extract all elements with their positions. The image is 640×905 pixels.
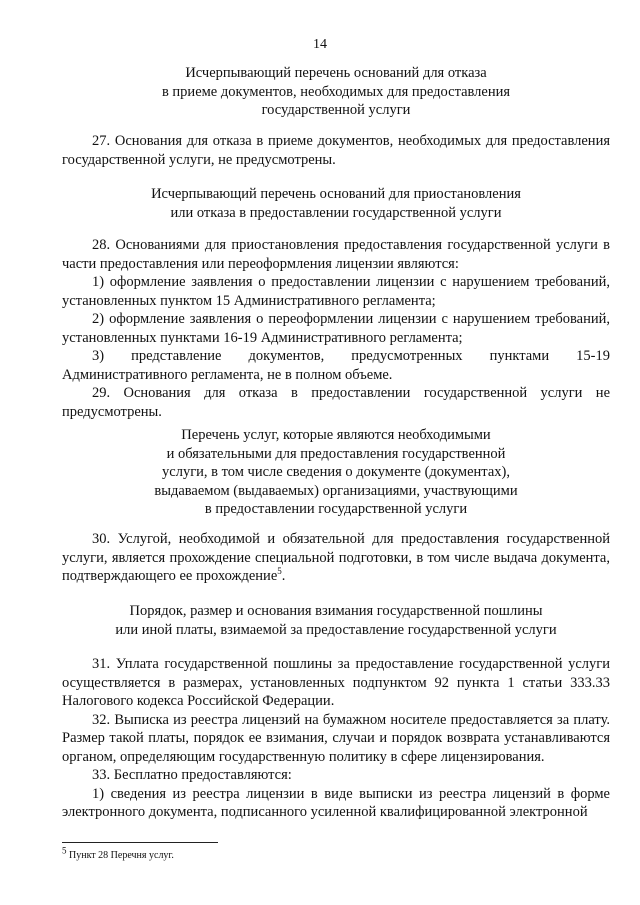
paragraph-32: 32. Выписка из реестра лицензий на бумажном носителе предоставляется за плату. Размер такой платы, порядок ее взимания, случаи и порядок возврата устанавливаются органом, определяющим государственную политику в сфере лицензирования. — [62, 711, 610, 765]
heading-state-fee: Порядок, размер и основания взимания государственной пошлины или иной платы, взимаемой за предоставление государственной услуги — [115, 603, 557, 638]
paragraph-31: 31. Уплата государственной пошлины за предоставление государственной услуги осуществляется в размерах, установленных подпунктом 92 пункта 1 статьи 333.33 Налогового кодекса Российской Федерации. — [62, 656, 610, 709]
footnote: $^5$ Пункт 28 Перечня услуг. — [62, 845, 174, 861]
heading-refusal-reception: Исчерпывающий перечень оснований для отказа в приеме документов, необходимых для предоставления государственной услуги — [161, 65, 511, 118]
footnote-divider — [62, 842, 218, 843]
footnote-ref[interactable]: 5 — [277, 566, 282, 577]
page-number: 14 — [313, 37, 327, 52]
heading-required-services: Перечень услуг, которые являются необходимыми и обязательными для предоставления государственной услуги, в том числе сведения о документе (документах), выдаваемом (выдаваемых) организациями, участвующими в предоставлении государственной услуги — [154, 427, 518, 517]
paragraph-29: 29. Основания для отказа в предоставлении государственной услуги не предусмотрены. — [62, 385, 610, 420]
paragraphs-28-29 — [62, 236, 610, 421]
heading-suspension: Исчерпывающий перечень оснований для приостановления или отказа в предоставлении государственной услуги — [151, 186, 521, 221]
paragraph-33-item-1: 1) сведения из реестра лицензии в виде выписки из реестра лицензий в форме электронного документа, подписанного усиленной квалифицированной электронной — [62, 785, 610, 820]
paragraphs-31-33 — [62, 655, 610, 822]
paragraph-30: 30. Услугой, необходимой и обязательной для предоставления государственной услуги, является прохождение специальной подготовки, в том числе выдача документа, подтверждающего ее прохождение$^5$. — [62, 531, 610, 584]
paragraph-33: 33. Бесплатно предоставляются: — [92, 767, 292, 783]
paragraph-28-item-1: 1) оформление заявления о предоставлении лицензии с нарушением требований, установленных пунктом 15 Административного регламента; — [62, 274, 610, 309]
paragraph-27: 27. Основания для отказа в приеме документов, необходимых для предоставления государственной услуги, не предусмотрены. — [62, 133, 610, 168]
paragraph-28-item-3: 3) представление документов, предусмотренных пунктами 15-19 Административного регламента, не в полном объеме. — [62, 348, 610, 383]
paragraph-28-item-2: 2) оформление заявления о переоформлении лицензии с нарушением требований, установленных пунктами 16-19 Административного регламента; — [62, 311, 610, 346]
paragraph-28: 28. Основаниями для приостановления предоставления государственной услуги в части предоставления или переоформления лицензии являются: — [62, 237, 610, 272]
